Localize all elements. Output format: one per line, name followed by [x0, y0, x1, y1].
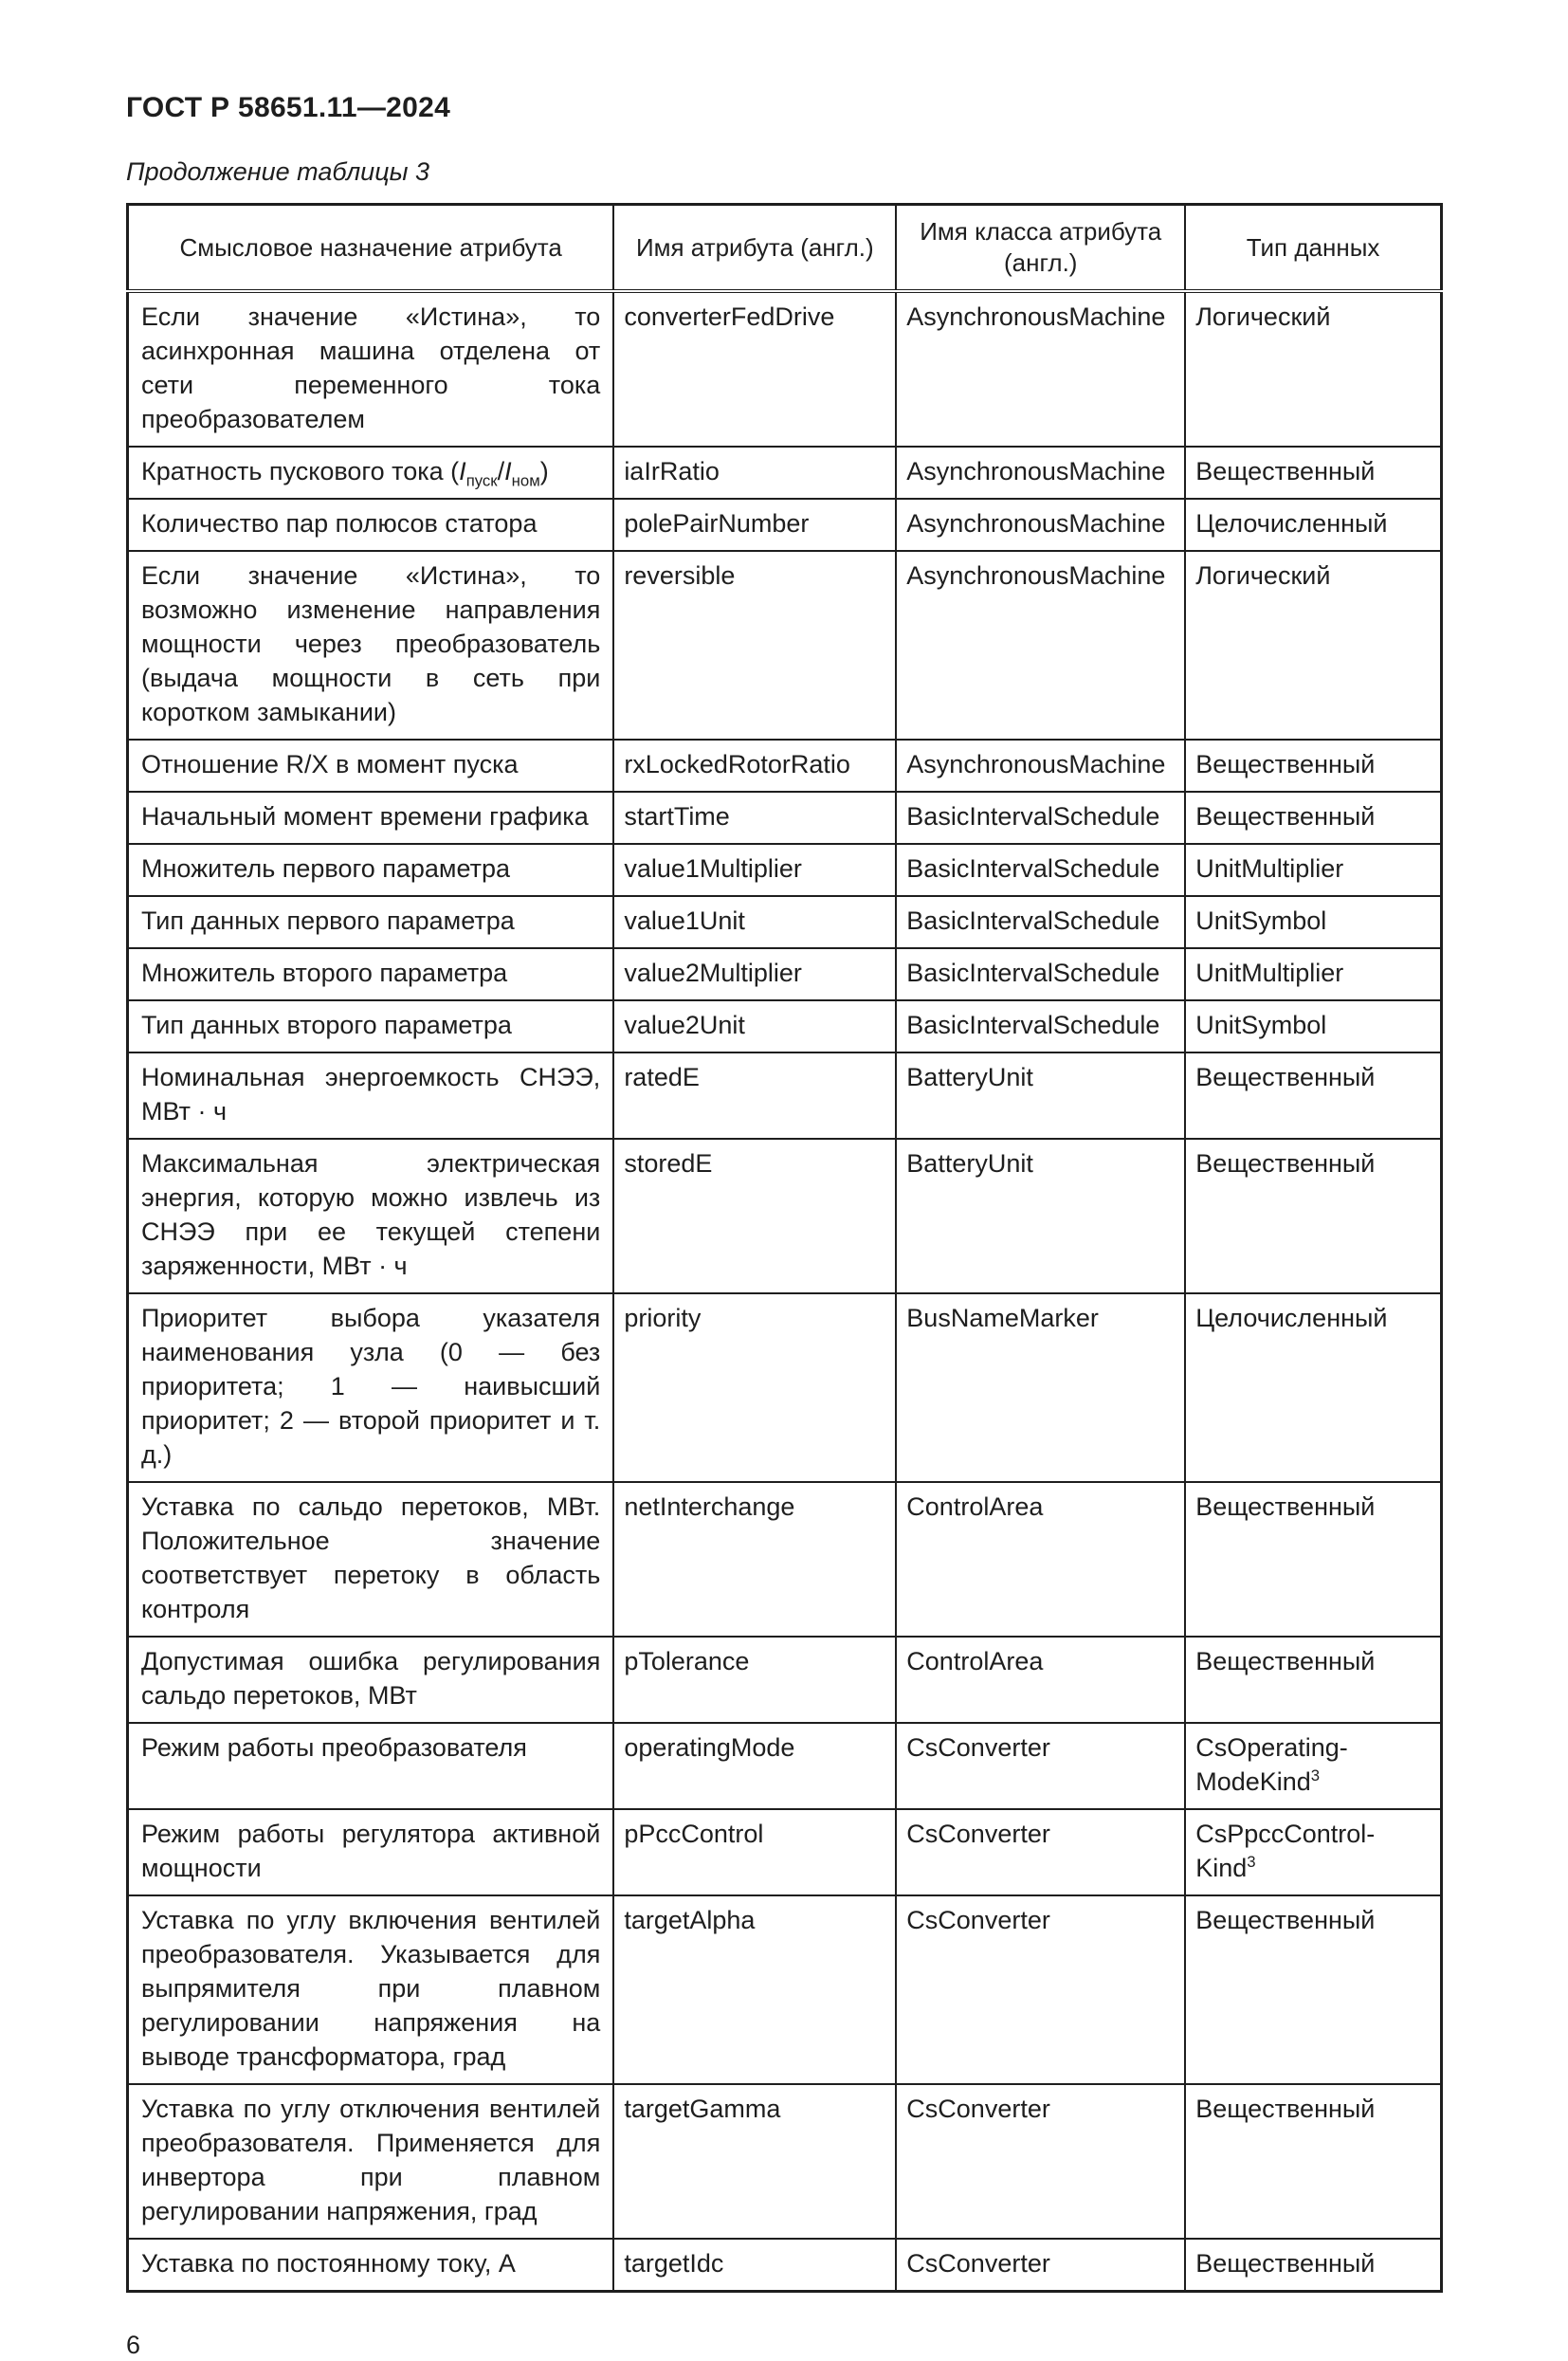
cell-attribute-name: pTolerance: [613, 1637, 896, 1723]
cell-attribute-class: BasicIntervalSchedule: [896, 948, 1185, 1000]
cell-attribute-name: operatingMode: [613, 1723, 896, 1809]
cell-data-type: UnitMultiplier: [1185, 948, 1441, 1000]
cell-attribute-class: CsConverter: [896, 2239, 1185, 2292]
cell-attribute-purpose: Начальный момент времени графика: [128, 792, 614, 844]
cell-attribute-name: converterFedDrive: [613, 291, 896, 447]
table-row: [128, 551, 1442, 740]
cell-attribute-purpose: Уставка по углу включения вентилей преобразователя. Указывается для выпрямителя при плавном регулировании напряжения на выводе трансформатора, град: [128, 1895, 614, 2084]
cell-attribute-class: CsConverter: [896, 1895, 1185, 2084]
cell-attribute-name: targetAlpha: [613, 1895, 896, 2084]
table-row: [128, 1637, 1442, 1723]
table-row: [128, 844, 1442, 896]
table-row: [128, 1895, 1442, 2084]
table-header-row: [128, 205, 1442, 292]
cell-data-type: Целочисленный: [1185, 1293, 1441, 1482]
cell-attribute-purpose: Кратность пускового тока $(I_{пуск}/I_{ном})$: [128, 447, 614, 499]
cell-attribute-class: CsConverter: [896, 1723, 1185, 1809]
cell-attribute-class: AsynchronousMachine: [896, 551, 1185, 740]
cell-data-type: UnitSymbol: [1185, 1000, 1441, 1052]
cell-data-type: Вещественный: [1185, 1052, 1441, 1139]
cell-attribute-class: ControlArea: [896, 1482, 1185, 1637]
table-row: [128, 447, 1442, 499]
cell-attribute-purpose: Приоритет выбора указателя наименования узла (0 — без приоритета; 1 — наивысший приоритет; 2 — второй приоритет и т. д.): [128, 1293, 614, 1482]
table-row: [128, 1723, 1442, 1809]
cell-data-type: Целочисленный: [1185, 499, 1441, 551]
cell-data-type: Вещественный: [1185, 1139, 1441, 1293]
cell-attribute-name: value1Unit: [613, 896, 896, 948]
table-row: [128, 896, 1442, 948]
cell-attribute-class: BatteryUnit: [896, 1052, 1185, 1139]
cell-attribute-class: CsConverter: [896, 2084, 1185, 2239]
cell-attribute-class: ControlArea: [896, 1637, 1185, 1723]
table-row: [128, 291, 1442, 447]
cell-attribute-purpose: Уставка по углу отключения вентилей преобразователя. Применяется для инвертора при плавном регулировании напряжения, град: [128, 2084, 614, 2239]
cell-data-type: Вещественный: [1185, 1637, 1441, 1723]
cell-data-type: UnitMultiplier: [1185, 844, 1441, 896]
cell-attribute-name: targetGamma: [613, 2084, 896, 2239]
table-caption: Продолжение таблицы 3: [126, 157, 430, 186]
table-row: [128, 1052, 1442, 1139]
cell-attribute-name: priority: [613, 1293, 896, 1482]
column-header-1: Смысловое назначение атрибута: [128, 205, 614, 292]
cell-attribute-name: polePairNumber: [613, 499, 896, 551]
table-row: [128, 1809, 1442, 1895]
cell-attribute-class: BasicIntervalSchedule: [896, 844, 1185, 896]
cell-attribute-purpose: Номинальная энергоемкость СНЭЭ, МВт · ч: [128, 1052, 614, 1139]
table-row: [128, 499, 1442, 551]
cell-attribute-purpose: Множитель первого параметра: [128, 844, 614, 896]
cell-attribute-name: ratedE: [613, 1052, 896, 1139]
cell-attribute-purpose: Режим работы регулятора активной мощности: [128, 1809, 614, 1895]
table-row: [128, 2084, 1442, 2239]
table-head: [128, 205, 1442, 292]
cell-attribute-purpose: Если значение «Истина», то асинхронная машина отделена от сети переменного тока преобразователем: [128, 291, 614, 447]
attributes-table: [126, 203, 1443, 2293]
cell-data-type: Логический: [1185, 291, 1441, 447]
cell-attribute-name: reversible: [613, 551, 896, 740]
cell-attribute-class: BatteryUnit: [896, 1139, 1185, 1293]
cell-data-type: Вещественный: [1185, 792, 1441, 844]
cell-attribute-purpose: Тип данных первого параметра: [128, 896, 614, 948]
standard-code-header: ГОСТ Р 58651.11—2024: [126, 92, 451, 123]
cell-data-type: Вещественный: [1185, 447, 1441, 499]
cell-attribute-class: AsynchronousMachine: [896, 499, 1185, 551]
cell-attribute-name: pPccControl: [613, 1809, 896, 1895]
cell-attribute-class: BusNameMarker: [896, 1293, 1185, 1482]
cell-attribute-purpose: Максимальная электрическая энергия, которую можно извлечь из СНЭЭ при ее текущей степени заряженности, МВт · ч: [128, 1139, 614, 1293]
cell-attribute-class: BasicIntervalSchedule: [896, 896, 1185, 948]
cell-attribute-name: startTime: [613, 792, 896, 844]
cell-attribute-purpose: Режим работы преобразователя: [128, 1723, 614, 1809]
page-number: 6: [126, 2331, 141, 2359]
cell-attribute-class: CsConverter: [896, 1809, 1185, 1895]
cell-attribute-purpose: Допустимая ошибка регулирования сальдо перетоков, МВт: [128, 1637, 614, 1723]
table-row: [128, 1139, 1442, 1293]
cell-attribute-name: value2Multiplier: [613, 948, 896, 1000]
cell-data-type: Логический: [1185, 551, 1441, 740]
cell-data-type: Вещественный: [1185, 2239, 1441, 2292]
cell-attribute-purpose: Количество пар полюсов статора: [128, 499, 614, 551]
cell-data-type: CsPpccControl- Kind$^3$: [1185, 1809, 1441, 1895]
cell-attribute-name: netInterchange: [613, 1482, 896, 1637]
cell-data-type: Вещественный: [1185, 1895, 1441, 2084]
cell-attribute-class: AsynchronousMachine: [896, 447, 1185, 499]
table-row: [128, 1293, 1442, 1482]
cell-attribute-name: iaIrRatio: [613, 447, 896, 499]
table-row: [128, 792, 1442, 844]
cell-attribute-purpose: Уставка по постоянному току, А: [128, 2239, 614, 2292]
cell-attribute-class: AsynchronousMachine: [896, 291, 1185, 447]
cell-data-type: UnitSymbol: [1185, 896, 1441, 948]
column-header-2: Имя атрибута (англ.): [613, 205, 896, 292]
table-row: [128, 1000, 1442, 1052]
cell-attribute-purpose: Множитель второго параметра: [128, 948, 614, 1000]
cell-data-type: Вещественный: [1185, 1482, 1441, 1637]
table-body: [128, 291, 1442, 2292]
cell-attribute-name: value1Multiplier: [613, 844, 896, 896]
cell-attribute-class: BasicIntervalSchedule: [896, 1000, 1185, 1052]
cell-data-type: Вещественный: [1185, 740, 1441, 792]
cell-attribute-class: AsynchronousMachine: [896, 740, 1185, 792]
cell-attribute-purpose: Если значение «Истина», то возможно изменение направления мощности через преобразователь (выдача мощности в сеть при коротком замыкании): [128, 551, 614, 740]
cell-attribute-name: value2Unit: [613, 1000, 896, 1052]
cell-attribute-purpose: Тип данных второго параметра: [128, 1000, 614, 1052]
column-header-3: Имя класса атрибута (англ.): [896, 205, 1185, 292]
cell-data-type: CsOperating- ModeKind$^3$: [1185, 1723, 1441, 1809]
table-row: [128, 740, 1442, 792]
table-row: [128, 2239, 1442, 2292]
table-row: [128, 948, 1442, 1000]
column-header-4: Тип данных: [1185, 205, 1441, 292]
cell-attribute-name: targetIdc: [613, 2239, 896, 2292]
cell-attribute-purpose: Уставка по сальдо перетоков, МВт. Положительное значение соответствует перетоку в область контроля: [128, 1482, 614, 1637]
table-row: [128, 1482, 1442, 1637]
cell-data-type: Вещественный: [1185, 2084, 1441, 2239]
cell-attribute-class: BasicIntervalSchedule: [896, 792, 1185, 844]
cell-attribute-name: rxLockedRotorRatio: [613, 740, 896, 792]
cell-attribute-purpose: Отношение R/X в момент пуска: [128, 740, 614, 792]
cell-attribute-name: storedE: [613, 1139, 896, 1293]
